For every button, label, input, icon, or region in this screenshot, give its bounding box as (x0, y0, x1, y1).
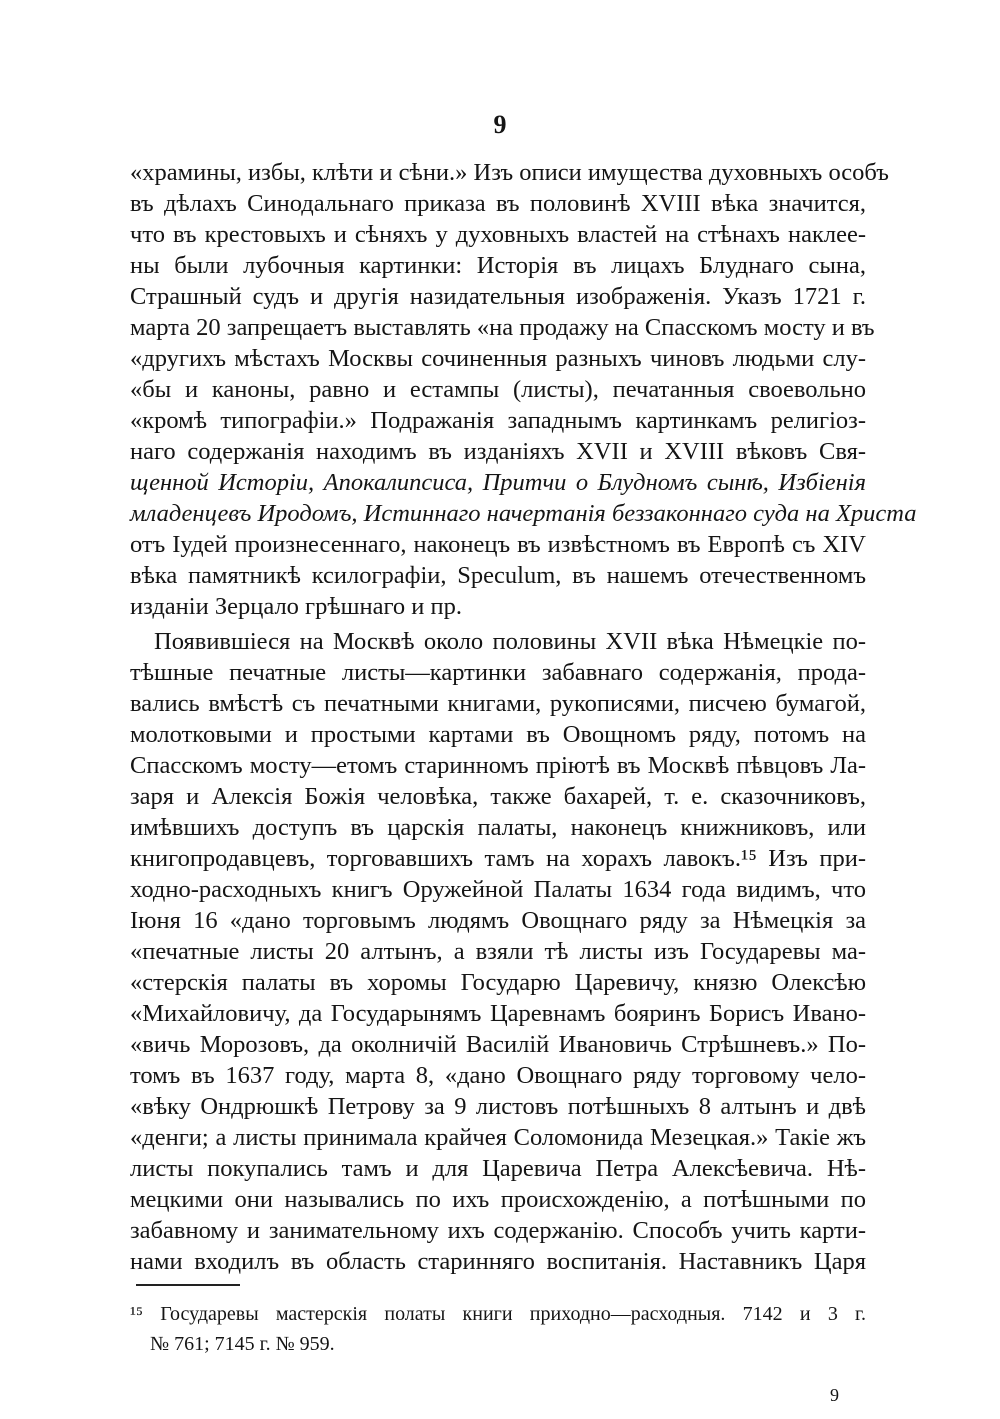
footnote-line: № 761; 7145 г. № 959. (150, 1333, 335, 1355)
text-line: наго содержанія находимъ въ изданіяхъ XVII и XVIII вѣковъ Свя- (130, 438, 866, 465)
text-line: «денги; а листы принимала крайчея Соломонида Мезецкая.» Такіе жъ (130, 1124, 866, 1151)
text-line: Появившіеся на Москвѣ около половины XVII вѣка Нѣмецкіе по- (154, 628, 866, 655)
text-line: «бы и каноны, равно и естампы (листы), печатанныя своевольно (130, 376, 866, 403)
text-line: Іюня 16 «дано торговымъ людямъ Овощнаго ряду за Нѣмецкія за (130, 907, 866, 934)
text-line: что въ крестовыхъ и сѣняхъ у духовныхъ властей на стѣнахъ наклее- (130, 221, 866, 248)
text-line: «храмины, избы, клѣти и сѣни.» Изъ описи имущества духовныхъ особъ (130, 159, 889, 186)
text-line: въ дѣлахъ Синодальнаго приказа въ половинѣ XVIII вѣка значится, (130, 190, 866, 217)
text-line: вѣка памятникѣ ксилографіи, Speculum, въ нашемъ отечественномъ (130, 562, 866, 589)
text-line: изданіи Зерцало грѣшнаго и пр. (130, 593, 463, 620)
page-number: 9 (493, 110, 507, 139)
text-line: «вичь Морозовъ, да околничій Василій Ивановичь Стрѣшневъ.» По- (130, 1031, 866, 1058)
text-line: имѣвшихъ доступъ въ царскія палаты, наконецъ книжниковъ, или (130, 814, 866, 841)
text-line: тѣшные печатные листы—картинки забавнаго содержанія, прода- (130, 659, 866, 686)
text-line: младенцевъ Иродомъ, Истиннаго начертанія беззаконнаго суда на Христа (130, 500, 917, 527)
text-line: Страшный судъ и другія назидательныя изображенія. Указъ 1721 г. (130, 283, 866, 310)
text-line: «печатные листы 20 алтынъ, а взяли тѣ листы изъ Государевы ма- (130, 938, 866, 965)
text-line: заря и Алексія Божія человѣка, также бахарей, т. е. сказочниковъ, (130, 783, 866, 810)
text-line: томъ въ 1637 году, марта 8, «дано Овощнаго ряду торговому чело- (130, 1062, 866, 1089)
text-line: вались вмѣстѣ съ печатными книгами, рукописями, писчею бумагой, (130, 690, 866, 717)
text-line: «другихъ мѣстахъ Москвы сочиненныя разныхъ чиновъ людьми слу- (130, 345, 866, 372)
text-line: ходно-расходныхъ книгъ Оружейной Палаты 1634 года видимъ, что (130, 876, 866, 903)
text-line: молотковыми и простыми картами въ Овощномъ ряду, потомъ на (130, 721, 866, 748)
text-line: ны были лубочныя картинки: Исторія въ лицахъ Блуднаго сына, (130, 252, 866, 279)
text-line: отъ Іудей произнесеннаго, наконецъ въ извѣстномъ въ Европѣ съ XIV (130, 531, 866, 558)
text-line: «вѣку Ондрюшкѣ Петрову за 9 листовъ потѣшныхъ 8 алтынъ и двѣ (130, 1093, 866, 1120)
text-line: Спасскомъ мосту—етомъ старинномъ пріютѣ въ Москвѣ пѣвцовъ Ла- (130, 752, 866, 779)
text-line: щенной Исторіи, Апокалипсиса, Притчи о Блудномъ сынѣ, Избіенія (130, 469, 866, 496)
signature-mark: 9 (830, 1385, 839, 1405)
text-line: «стерскія палаты въ хоромы Государю Царевичу, князю Олексѣю (130, 969, 866, 996)
text-line: «кромѣ типографіи.» Подражанія западнымъ картинкамъ религіоз- (130, 407, 866, 434)
text-line: мецкими они назывались по ихъ происхожденію, а потѣшными по (130, 1186, 866, 1213)
footnote-line: ¹⁵ Государевы мастерскія полаты книги приходно—расходныя. 7142 и 3 г. (130, 1303, 866, 1325)
text-line: «Михайловичу, да Государынямъ Царевнамъ бояринъ Борисъ Ивано- (130, 1000, 866, 1027)
text-line: марта 20 запрещаетъ выставлять «на продажу на Спасскомъ мосту и въ (130, 314, 875, 341)
footnote-rule (136, 1284, 240, 1286)
text-line: листы покупались тамъ и для Царевича Петра Алексѣевича. Нѣ- (130, 1155, 866, 1182)
text-line: забавному и занимательному ихъ содержанію. Способъ учить карти- (130, 1217, 866, 1244)
text-line: нами входилъ въ область старинняго воспитанія. Наставникъ Царя (130, 1248, 866, 1275)
text-line: книгопродавцевъ, торговавшихъ тамъ на хорахъ лавокъ.¹⁵ Изъ при- (130, 845, 866, 872)
